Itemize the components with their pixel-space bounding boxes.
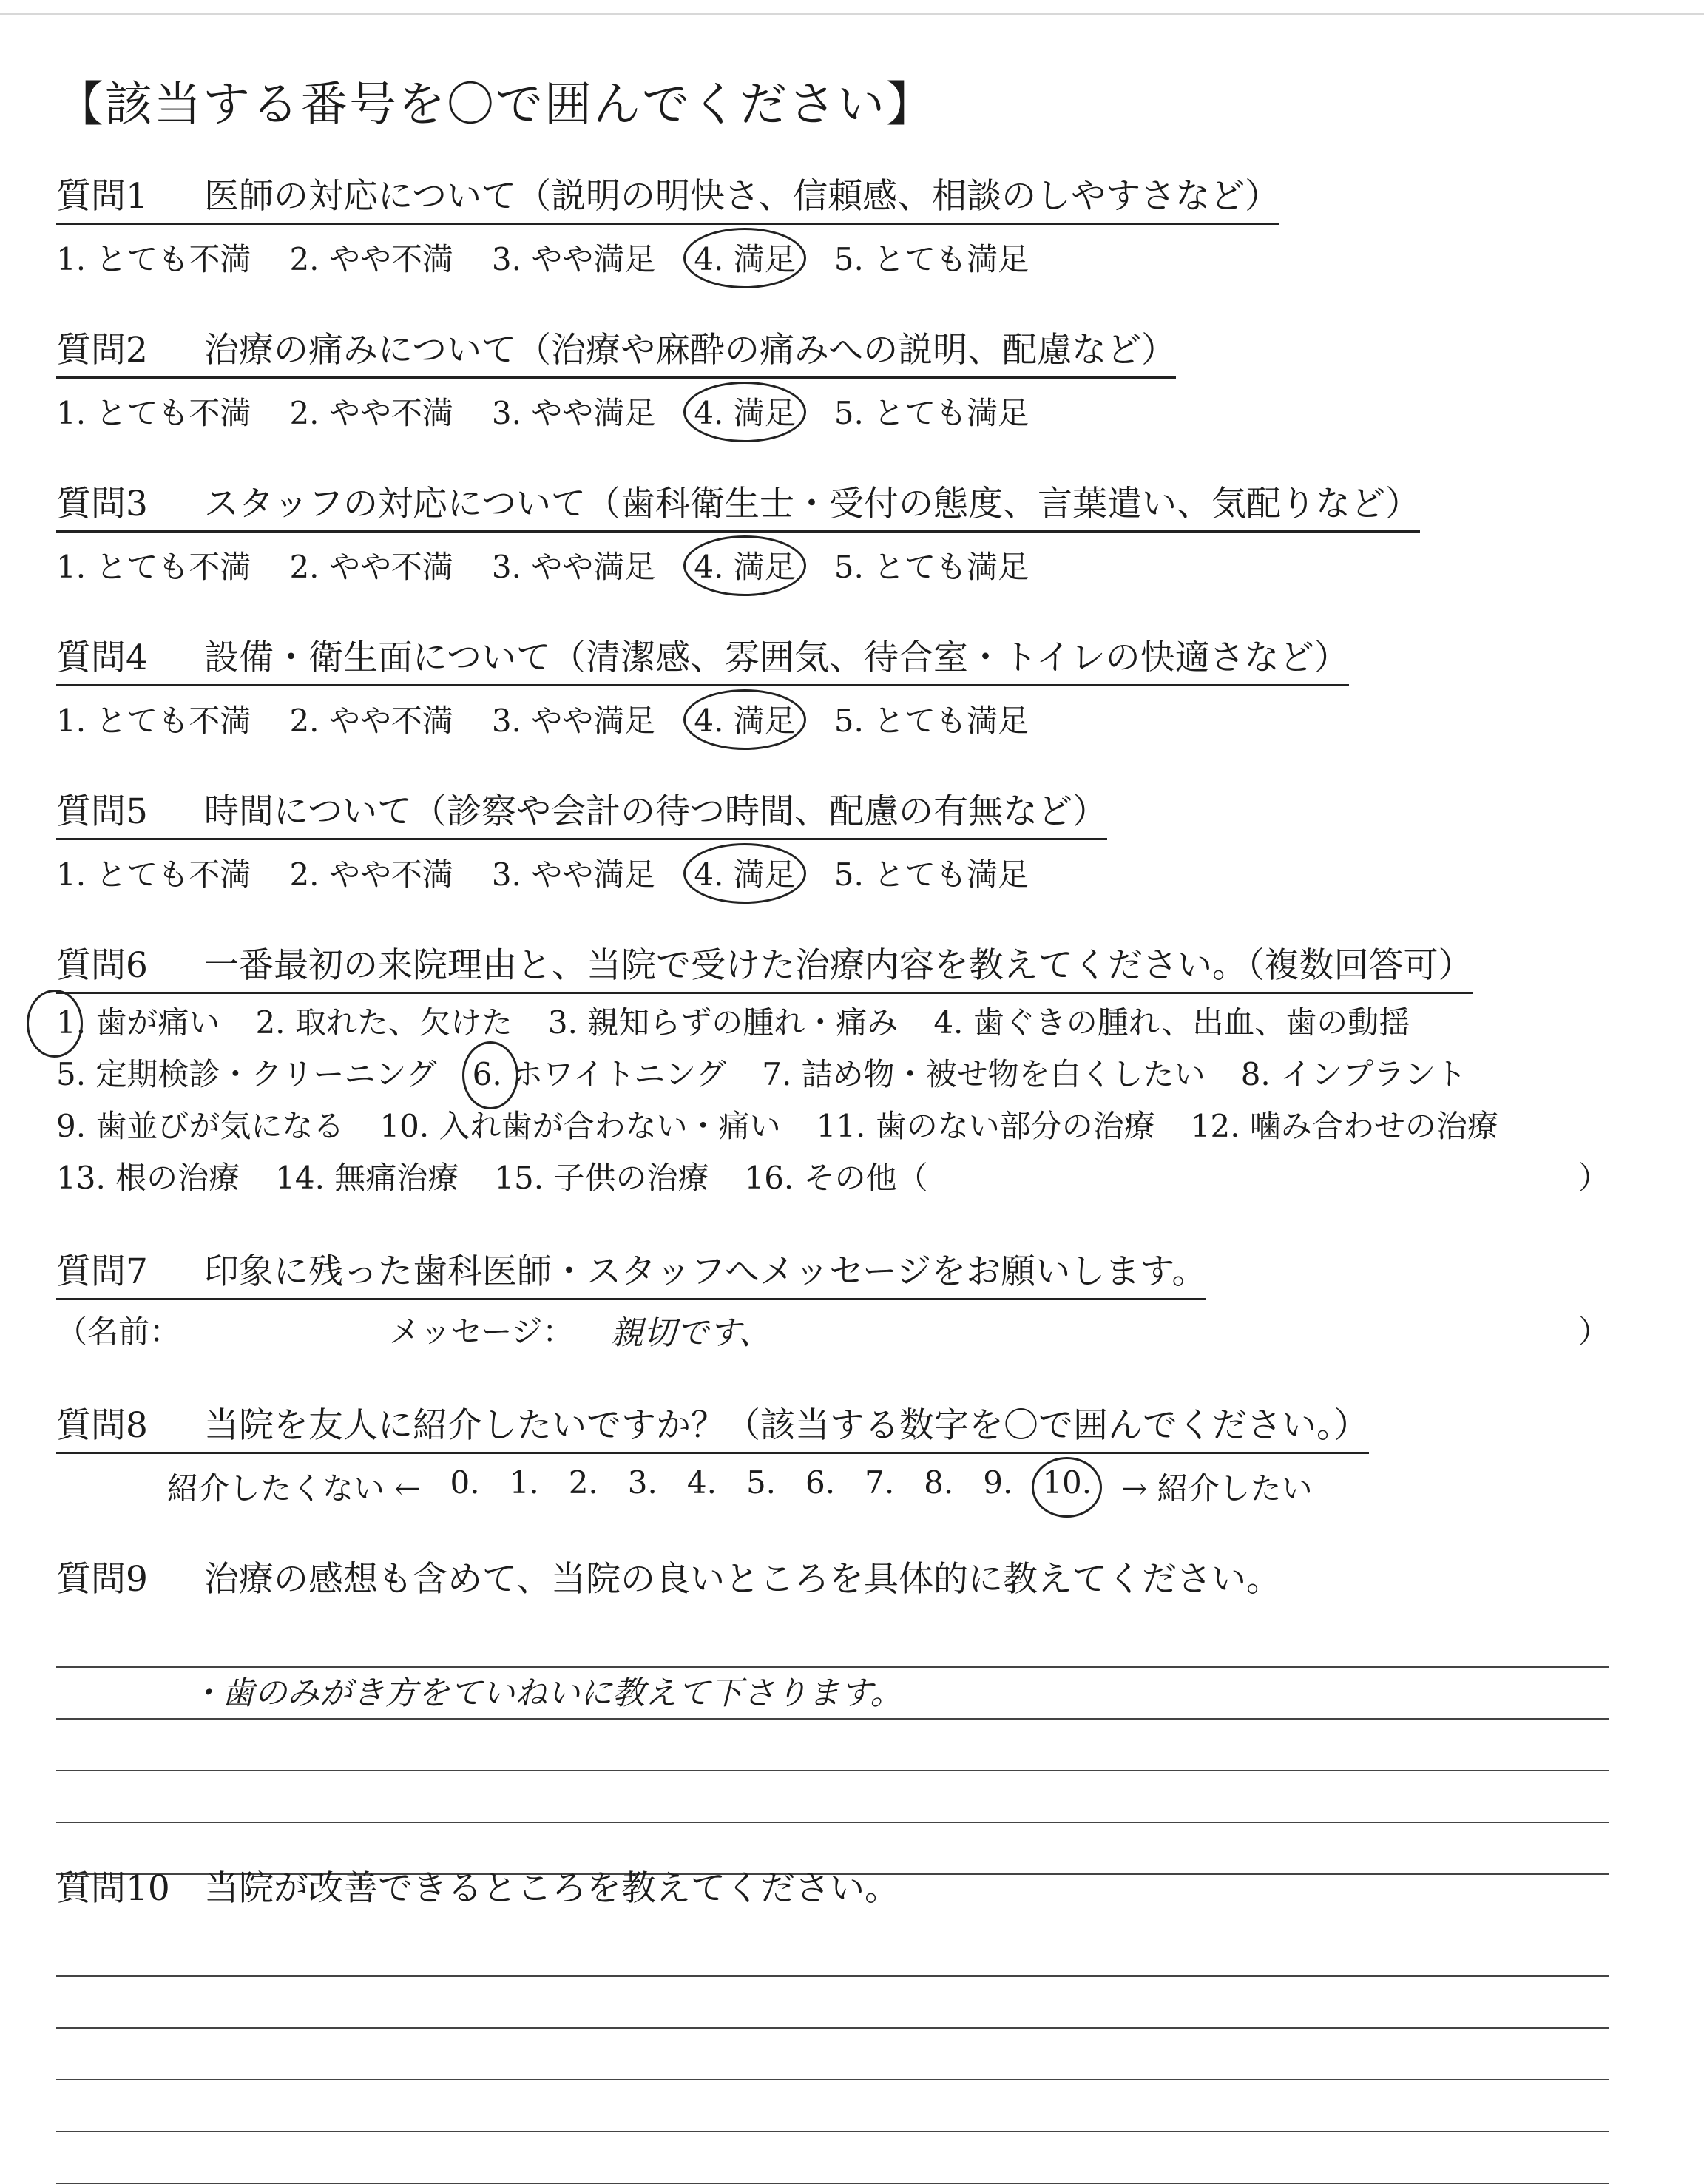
option-14[interactable]: 14. 無痛治療 (275, 1160, 459, 1196)
option-6-selected[interactable]: 6. ホワイトニング (473, 1049, 727, 1101)
question-9 (56, 1552, 1668, 1875)
answer-line[interactable] (56, 1720, 1609, 1771)
option-2[interactable]: 2. やや不満 (289, 549, 453, 585)
other-close-paren: ） (1578, 1160, 1609, 1196)
answer-line[interactable] (56, 1771, 1609, 1823)
question-8 (56, 1398, 1668, 1509)
option-4-selected[interactable]: 4. 満足 (694, 235, 795, 280)
option-10[interactable]: 10. 入れ歯が合わない・痛い (379, 1108, 781, 1144)
rating-options (56, 851, 1668, 895)
question-title: 質問5 時間について（診察や会計の待つ時間、配慮の有無など） (56, 784, 1107, 840)
scale-1[interactable]: 1. (509, 1464, 539, 1501)
option-1[interactable]: 1. とても不満 (56, 241, 251, 277)
option-4-selected[interactable]: 4. 満足 (694, 543, 795, 587)
options-row (56, 997, 1668, 1049)
option-1[interactable]: 1. とても不満 (56, 703, 251, 739)
option-2[interactable]: 2. 取れた、欠けた (255, 1004, 513, 1041)
message-line (56, 1308, 1668, 1352)
handwritten-answer: ・歯のみがき方をていねいに教えて下さります。 (189, 1674, 903, 1712)
question-title: 質問7 印象に残った歯科医師・スタッフへメッセージをお願いします。 (56, 1244, 1206, 1300)
rating-options (56, 543, 1668, 587)
reason-options (56, 997, 1668, 1204)
answer-line[interactable] (56, 1616, 1609, 1668)
option-5[interactable]: 5. とても満足 (834, 241, 1030, 277)
options-row (56, 1152, 1668, 1204)
answer-line[interactable] (56, 1668, 1609, 1720)
option-5[interactable]: 5. 定期検診・クリーニング (56, 1056, 437, 1092)
option-3[interactable]: 3. やや満足 (491, 241, 656, 277)
answer-lines (56, 1925, 1609, 2184)
answer-line[interactable] (56, 2029, 1609, 2080)
scale-3[interactable]: 3. (627, 1464, 657, 1501)
option-2[interactable]: 2. やや不満 (289, 703, 453, 739)
message-label: メッセージ： (389, 1314, 574, 1350)
option-9[interactable]: 9. 歯並びが気になる (56, 1108, 345, 1144)
answer-line[interactable] (56, 1925, 1609, 1977)
rating-options (56, 389, 1668, 433)
scale-10-selected[interactable]: 10. (1042, 1464, 1092, 1509)
question-title: 質問2 治療の痛みについて（治療や麻酔の痛みへの説明、配慮など） (56, 322, 1176, 379)
option-2[interactable]: 2. やや不満 (289, 241, 453, 277)
selection-circle (27, 990, 83, 1058)
question-3 (56, 476, 1668, 587)
option-3[interactable]: 3. やや満足 (491, 856, 656, 893)
question-title: 質問4 設備・衛生面について（清潔感、雰囲気、待合室・トイレの快適さなど） (56, 630, 1349, 686)
option-4-selected[interactable]: 4. 満足 (694, 851, 795, 895)
options-row (56, 1101, 1668, 1152)
scale-7[interactable]: 7. (865, 1464, 895, 1501)
rating-options (56, 235, 1668, 280)
option-4-selected[interactable]: 4. 満足 (694, 389, 795, 433)
scale-5[interactable]: 5. (746, 1464, 777, 1501)
answer-line[interactable] (56, 2132, 1609, 2184)
selection-circle (683, 382, 805, 442)
selection-circle (683, 843, 805, 904)
handwritten-message: 親切です、 (611, 1314, 771, 1352)
question-title: 質問6 一番最初の来院理由と、当院で受けた治療内容を教えてください。（複数回答可） (56, 938, 1473, 994)
options-row (56, 1049, 1668, 1101)
selection-circle (462, 1041, 518, 1109)
scan-edge (0, 13, 1704, 15)
scale-right-label: → 紹介したい (1121, 1470, 1313, 1507)
option-3[interactable]: 3. やや満足 (491, 395, 656, 431)
option-7[interactable]: 7. 詰め物・被せ物を白くしたい (762, 1056, 1206, 1092)
question-title: 質問8 当院を友人に紹介したいですか？（該当する数字を〇で囲んでください。） (56, 1398, 1369, 1454)
scale-4[interactable]: 4. (686, 1464, 717, 1501)
option-3[interactable]: 3. やや満足 (491, 549, 656, 585)
option-1[interactable]: 1. とても不満 (56, 549, 251, 585)
option-3[interactable]: 3. やや満足 (491, 703, 656, 739)
option-12[interactable]: 12. 噛み合わせの治療 (1190, 1108, 1498, 1144)
scale-8[interactable]: 8. (924, 1464, 954, 1501)
question-title: 質問3 スタッフの対応について（歯科衛生士・受付の態度、言葉遣い、気配りなど） (56, 476, 1420, 533)
question-7 (56, 1244, 1668, 1352)
selection-circle (683, 535, 805, 596)
option-3[interactable]: 3. 親知らずの腫れ・痛み (547, 1004, 899, 1041)
scale-2[interactable]: 2. (568, 1464, 598, 1501)
option-13[interactable]: 13. 根の治療 (56, 1160, 240, 1196)
option-4-selected[interactable]: 4. 満足 (694, 697, 795, 741)
option-5[interactable]: 5. とても満足 (834, 549, 1030, 585)
scale-left-label: 紹介したくない ← (167, 1470, 421, 1507)
scale-6[interactable]: 6. (805, 1464, 836, 1501)
selection-circle (683, 228, 805, 288)
page-title: 【該当する番号を〇で囲んでください】 (56, 78, 935, 132)
option-4[interactable]: 4. 歯ぐきの腫れ、出血、歯の動揺 (933, 1004, 1410, 1041)
option-1-selected[interactable]: 1. 歯が痛い (56, 997, 220, 1049)
option-5[interactable]: 5. とても満足 (834, 856, 1030, 893)
option-15[interactable]: 15. 子供の治療 (494, 1160, 709, 1196)
name-label: （名前： (56, 1314, 181, 1350)
question-5 (56, 784, 1668, 895)
scale-9[interactable]: 9. (983, 1464, 1013, 1501)
option-8[interactable]: 8. インプラント (1240, 1056, 1467, 1092)
question-10 (56, 1861, 1668, 2184)
answer-lines (56, 1616, 1609, 1875)
option-1[interactable]: 1. とても不満 (56, 395, 251, 431)
selection-circle (683, 689, 805, 750)
option-11[interactable]: 11. 歯のない部分の治療 (816, 1108, 1155, 1144)
message-close-paren: ） (1578, 1314, 1609, 1350)
question-6 (56, 938, 1668, 1204)
scale-0[interactable]: 0. (450, 1464, 480, 1501)
answer-line[interactable] (56, 2080, 1609, 2132)
question-title: 質問10 当院が改善できるところを教えてください。 (56, 1868, 899, 1909)
selection-circle (1032, 1457, 1102, 1518)
option-1[interactable]: 1. とても不満 (56, 856, 251, 893)
question-1 (56, 169, 1668, 280)
option-5[interactable]: 5. とても満足 (834, 703, 1030, 739)
question-title: 質問9 治療の感想も含めて、当院の良いところを具体的に教えてください。 (56, 1559, 1282, 1600)
answer-line[interactable] (56, 1977, 1609, 2029)
option-2[interactable]: 2. やや不満 (289, 856, 453, 893)
option-16-other[interactable]: 16. その他（ (744, 1160, 928, 1196)
rating-options (56, 697, 1668, 741)
question-4 (56, 630, 1668, 741)
question-title: 質問1 医師の対応について（説明の明快さ、信頼感、相談のしやすさなど） (56, 169, 1279, 225)
option-2[interactable]: 2. やや不満 (289, 395, 453, 431)
recommend-scale (167, 1464, 1668, 1509)
question-2 (56, 322, 1668, 433)
option-5[interactable]: 5. とても満足 (834, 395, 1030, 431)
